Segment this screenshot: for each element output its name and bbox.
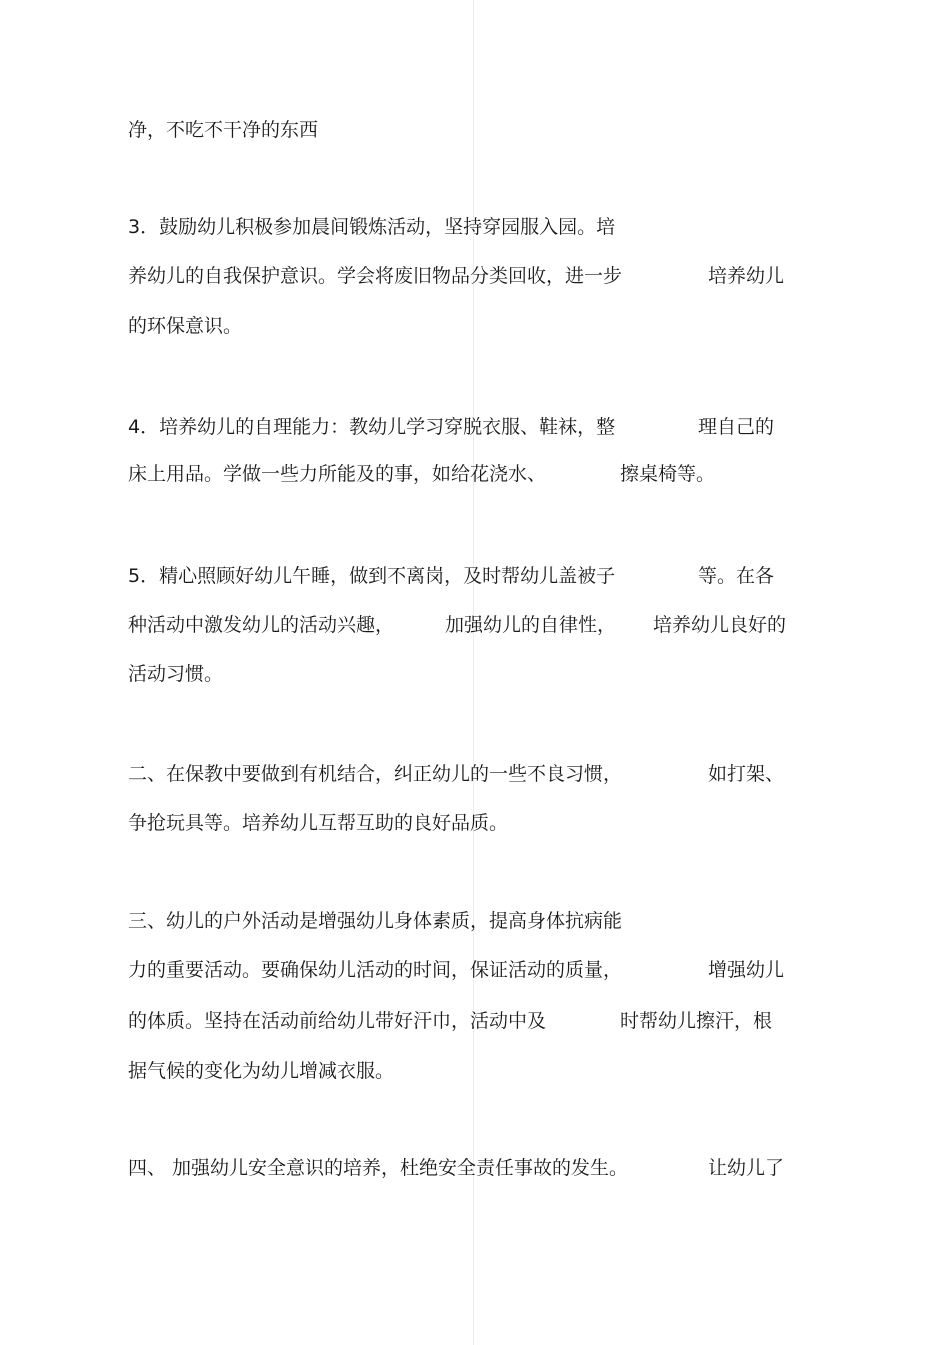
- text-segment: 养幼儿的自我保护意识。学会将废旧物品分类回收，进一步: [128, 265, 623, 287]
- list-item-4-line-2-tail: [620, 462, 715, 486]
- section-2-line-2: [128, 811, 508, 835]
- section-3-line-4: [128, 1059, 394, 1083]
- text-segment: 理自己的: [698, 416, 775, 438]
- list-item-3-line-2-tail: [708, 264, 784, 288]
- section-2-line-1-tail: [708, 762, 784, 786]
- section-3-line-2-tail: [708, 958, 784, 982]
- text-segment: 增强幼儿: [708, 959, 785, 981]
- list-item-4-line-1-tail: [698, 415, 774, 439]
- list-item-5-line-3: [128, 662, 223, 686]
- text-segment: 加强幼儿的自律性，: [445, 614, 617, 636]
- text-segment: 四、 加强幼儿安全意识的培养，杜绝安全责任事故的发生。: [128, 1157, 629, 1179]
- list-item-3-line-3: [128, 314, 242, 338]
- text-segment: 时帮幼儿擦汗，根: [620, 1010, 773, 1032]
- text-segment: 3．鼓励幼儿积极参加晨间锻炼活动，坚持穿园服入园。培: [128, 216, 616, 238]
- text-segment: 据气候的变化为幼儿增减衣服。: [128, 1060, 395, 1082]
- text-segment: 三、幼儿的户外活动是增强幼儿身体素质，提高身体抗病能: [128, 910, 623, 932]
- section-3-line-1: [128, 909, 622, 933]
- section-4-line-1-tail: [708, 1156, 784, 1180]
- text-segment: 4．培养幼儿的自理能力：教幼儿学习穿脱衣服、鞋袜，整: [128, 416, 616, 438]
- page-fold-line: [473, 0, 474, 1345]
- text-segment: 的环保意识。: [128, 315, 243, 337]
- text-segment: 让幼儿了: [708, 1157, 785, 1179]
- text-segment: 争抢玩具等。培养幼儿互帮互助的良好品质。: [128, 812, 509, 834]
- text-segment: 的体质。坚持在活动前给幼儿带好汗巾，活动中及: [128, 1010, 547, 1032]
- list-item-5-line-2: [128, 613, 394, 637]
- text-segment: 培养幼儿良好的: [653, 614, 787, 636]
- text-segment: 如打架、: [708, 763, 785, 785]
- section-2-line-1: [128, 762, 622, 786]
- text-segment: 力的重要活动。要确保幼儿活动的时间，保证活动的质量，: [128, 959, 623, 981]
- list-item-3-line-2: [128, 264, 622, 288]
- text-segment: 种活动中激发幼儿的活动兴趣，: [128, 614, 395, 636]
- list-item-5-line-2-mid: [445, 613, 616, 637]
- text-segment: 擦桌椅等。: [620, 463, 716, 485]
- text-segment: 二、在保教中要做到有机结合，纠正幼儿的一些不良习惯，: [128, 763, 623, 785]
- text-segment: 床上用品。学做一些力所能及的事，如给花浇水、: [128, 463, 547, 485]
- section-3-line-3-tail: [620, 1009, 772, 1033]
- list-item-3-line-1: [128, 215, 615, 239]
- text-segment: 净，不吃不干净的东西: [128, 119, 319, 141]
- list-item-5-line-1-tail: [698, 564, 774, 588]
- text-segment: 等。在各: [698, 565, 775, 587]
- section-4-line-1: [128, 1156, 628, 1180]
- list-item-4-line-1: [128, 415, 615, 439]
- list-item-4-line-2: [128, 462, 546, 486]
- list-item-5-line-1: [128, 564, 615, 588]
- section-3-line-3: [128, 1009, 546, 1033]
- text-segment: 培养幼儿: [708, 265, 785, 287]
- text-segment: 活动习惯。: [128, 663, 224, 685]
- text-segment: 5．精心照顾好幼儿午睡，做到不离岗，及时帮幼儿盖被子: [128, 565, 616, 587]
- list-item-5-line-2-tail: [653, 613, 786, 637]
- text-line: [128, 118, 318, 142]
- section-3-line-2: [128, 958, 622, 982]
